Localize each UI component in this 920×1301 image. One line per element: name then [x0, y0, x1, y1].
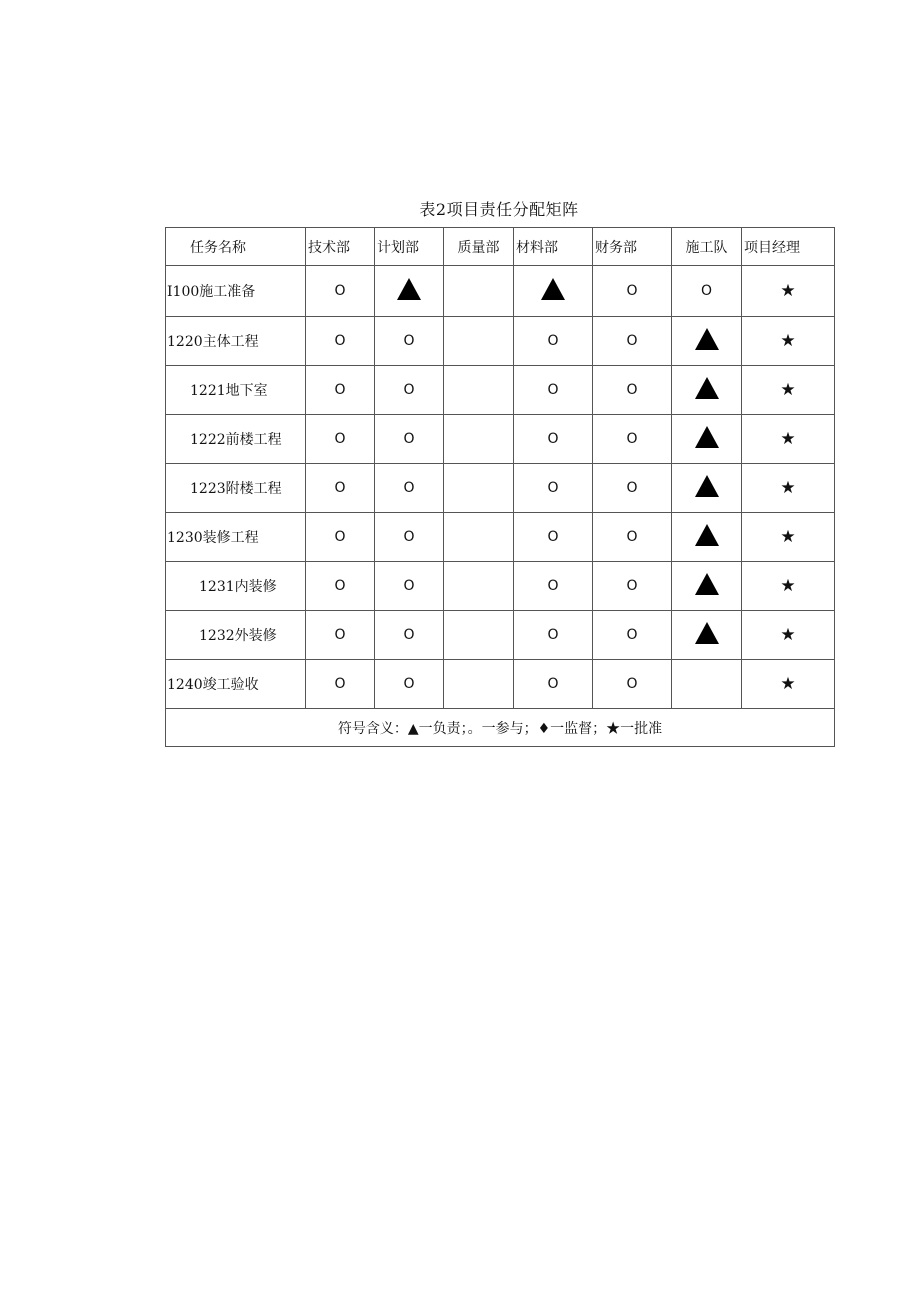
matrix-cell — [514, 513, 593, 562]
matrix-cell — [514, 317, 593, 366]
matrix-cell — [514, 415, 593, 464]
matrix-cell — [444, 611, 514, 660]
matrix-cell — [593, 660, 672, 709]
approve-star-icon: ★ — [780, 330, 796, 351]
responsible-triangle-icon — [541, 278, 565, 300]
participate-mark: O — [403, 431, 415, 447]
responsible-triangle-icon — [695, 524, 719, 546]
matrix-cell — [742, 562, 835, 611]
task-name-cell: 1230装修工程 — [166, 513, 306, 562]
matrix-cell — [306, 366, 375, 415]
matrix-cell — [306, 415, 375, 464]
matrix-cell — [375, 513, 444, 562]
participate-mark: O — [334, 480, 346, 496]
participate-mark: O — [334, 627, 346, 643]
matrix-cell — [306, 266, 375, 317]
matrix-cell — [375, 415, 444, 464]
matrix-cell — [742, 513, 835, 562]
matrix-cell — [742, 415, 835, 464]
task-name-cell: 1222前楼工程 — [166, 415, 306, 464]
matrix-cell — [742, 464, 835, 513]
matrix-cell — [672, 513, 742, 562]
approve-star-icon: ★ — [780, 428, 796, 449]
header-finance-dept: 财务部 — [593, 228, 672, 266]
participate-mark: O — [547, 480, 559, 496]
participate-mark: O — [334, 431, 346, 447]
participate-mark: O — [334, 283, 346, 299]
matrix-cell — [375, 266, 444, 317]
table-row — [166, 366, 835, 415]
responsible-triangle-icon — [695, 573, 719, 595]
responsible-triangle-icon — [695, 622, 719, 644]
symbol-legend: 符号含义：▲一负责；。一参与；♦一监督；★一批准 — [166, 709, 835, 747]
participate-mark: O — [334, 333, 346, 349]
matrix-cell — [672, 464, 742, 513]
participate-mark: O — [547, 431, 559, 447]
participate-mark: O — [403, 333, 415, 349]
matrix-cell — [306, 464, 375, 513]
participate-mark: O — [626, 529, 638, 545]
participate-mark: O — [626, 627, 638, 643]
header-materials-dept: 材料部 — [514, 228, 593, 266]
header-planning-dept: 计划部 — [375, 228, 444, 266]
participate-mark: O — [403, 382, 415, 398]
participate-mark: O — [547, 578, 559, 594]
matrix-cell — [514, 660, 593, 709]
matrix-cell — [593, 266, 672, 317]
matrix-cell — [444, 366, 514, 415]
matrix-cell — [672, 660, 742, 709]
matrix-cell — [672, 562, 742, 611]
task-name-cell: 1231内装修 — [166, 562, 306, 611]
header-task-name: 任务名称 — [166, 228, 306, 266]
header-tech-dept: 技术部 — [306, 228, 375, 266]
matrix-cell — [742, 611, 835, 660]
matrix-cell — [444, 415, 514, 464]
participate-mark: O — [403, 627, 415, 643]
participate-mark: O — [403, 529, 415, 545]
table-caption: 表2项目责任分配矩阵 — [419, 200, 579, 219]
task-name-cell: 1232外装修 — [166, 611, 306, 660]
matrix-cell — [742, 366, 835, 415]
approve-star-icon: ★ — [780, 526, 796, 547]
matrix-cell — [672, 266, 742, 317]
approve-star-icon: ★ — [780, 624, 796, 645]
matrix-cell — [514, 562, 593, 611]
participate-mark: O — [626, 578, 638, 594]
participate-mark: O — [334, 529, 346, 545]
matrix-cell — [375, 464, 444, 513]
table-row — [166, 660, 835, 709]
matrix-cell — [672, 366, 742, 415]
task-name-cell: I100施工准备 — [166, 266, 306, 317]
header-quality-dept: 质量部 — [444, 228, 514, 266]
header-project-manager: 项目经理 — [742, 228, 835, 266]
participate-mark: O — [547, 382, 559, 398]
approve-star-icon: ★ — [780, 280, 796, 301]
matrix-cell — [375, 317, 444, 366]
matrix-cell — [444, 464, 514, 513]
participate-mark: O — [626, 333, 638, 349]
responsible-triangle-icon — [695, 328, 719, 350]
participate-mark: O — [626, 283, 638, 299]
matrix-cell — [593, 611, 672, 660]
participate-mark: O — [334, 676, 346, 692]
participate-mark: O — [403, 578, 415, 594]
matrix-cell — [593, 562, 672, 611]
participate-mark: O — [547, 676, 559, 692]
table-row — [166, 415, 835, 464]
participate-mark: O — [626, 480, 638, 496]
task-name-cell: 1240竣工验收 — [166, 660, 306, 709]
matrix-cell — [742, 266, 835, 317]
participate-mark: O — [626, 676, 638, 692]
task-name-cell: 1223附楼工程 — [166, 464, 306, 513]
legend-row — [166, 709, 835, 747]
responsibility-matrix-table — [165, 227, 835, 747]
participate-mark: O — [626, 431, 638, 447]
participate-mark: O — [403, 676, 415, 692]
participate-mark: O — [403, 480, 415, 496]
matrix-cell — [742, 660, 835, 709]
task-name-cell: 1221地下室 — [166, 366, 306, 415]
matrix-cell — [375, 366, 444, 415]
matrix-cell — [306, 317, 375, 366]
approve-star-icon: ★ — [780, 379, 796, 400]
participate-mark: O — [626, 382, 638, 398]
approve-star-icon: ★ — [780, 673, 796, 694]
task-name-cell: 1220主体工程 — [166, 317, 306, 366]
matrix-cell — [742, 317, 835, 366]
participate-mark: O — [334, 382, 346, 398]
responsible-triangle-icon — [695, 377, 719, 399]
header-construction-team: 施工队 — [672, 228, 742, 266]
matrix-cell — [375, 562, 444, 611]
table-row — [166, 266, 835, 317]
matrix-cell — [306, 513, 375, 562]
header-row — [166, 228, 835, 266]
matrix-cell — [514, 464, 593, 513]
approve-star-icon: ★ — [780, 575, 796, 596]
participate-mark: O — [700, 283, 713, 299]
matrix-cell — [375, 611, 444, 660]
matrix-body — [166, 228, 835, 747]
matrix-cell — [444, 660, 514, 709]
responsible-triangle-icon — [695, 426, 719, 448]
table-row — [166, 562, 835, 611]
approve-star-icon: ★ — [780, 477, 796, 498]
table-row — [166, 611, 835, 660]
matrix-cell — [306, 562, 375, 611]
participate-mark: O — [334, 578, 346, 594]
matrix-cell — [514, 366, 593, 415]
participate-mark: O — [547, 333, 559, 349]
table-row — [166, 464, 835, 513]
matrix-cell — [444, 266, 514, 317]
matrix-cell — [514, 611, 593, 660]
matrix-cell — [593, 513, 672, 562]
matrix-cell — [444, 317, 514, 366]
matrix-cell — [672, 415, 742, 464]
matrix-cell — [306, 660, 375, 709]
matrix-cell — [593, 366, 672, 415]
matrix-cell — [444, 513, 514, 562]
participate-mark: O — [547, 529, 559, 545]
matrix-cell — [306, 611, 375, 660]
matrix-cell — [514, 266, 593, 317]
matrix-cell — [444, 562, 514, 611]
table-row — [166, 513, 835, 562]
matrix-cell — [672, 611, 742, 660]
matrix-cell — [593, 464, 672, 513]
matrix-cell — [375, 660, 444, 709]
table-row — [166, 317, 835, 366]
matrix-cell — [593, 415, 672, 464]
responsible-triangle-icon — [695, 475, 719, 497]
participate-mark: O — [547, 627, 559, 643]
responsible-triangle-icon — [397, 278, 421, 300]
matrix-cell — [593, 317, 672, 366]
matrix-cell — [672, 317, 742, 366]
